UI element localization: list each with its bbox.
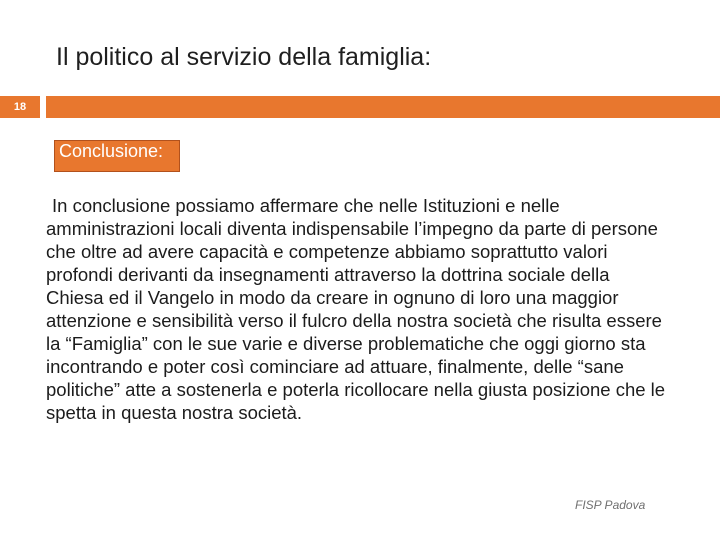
conclusion-label: Conclusione: (54, 140, 180, 172)
header-accent-bar (46, 96, 720, 118)
footer-text: FISP Padova (575, 498, 646, 512)
slide-number: 18 (0, 96, 40, 118)
body-paragraph: In conclusione possiamo affermare che nelle Istituzioni e nelle amministrazioni locali diventa indispensabile l’impegno da parte di persone che oltre ad avere capacità e competenze abbiamo soprattutto valori profondi derivanti da insegnamenti attraverso la dottrina sociale della Chiesa ed il Vangelo in modo da creare in ognuno di loro una maggior attenzione e sensibilità verso il fulcro della nostra società che risulta essere la “Famiglia” con le sue varie e diverse problematiche che oggi giorno sta incontrando e poter così cominciare ad attuare, finalmente, delle “sane politiche” atte a sostenerla e poterla ricollocare nella giusta posizione che le spetta in questa nostra società. (46, 195, 666, 423)
slide-title: Il politico al servizio della famiglia: (56, 43, 432, 71)
